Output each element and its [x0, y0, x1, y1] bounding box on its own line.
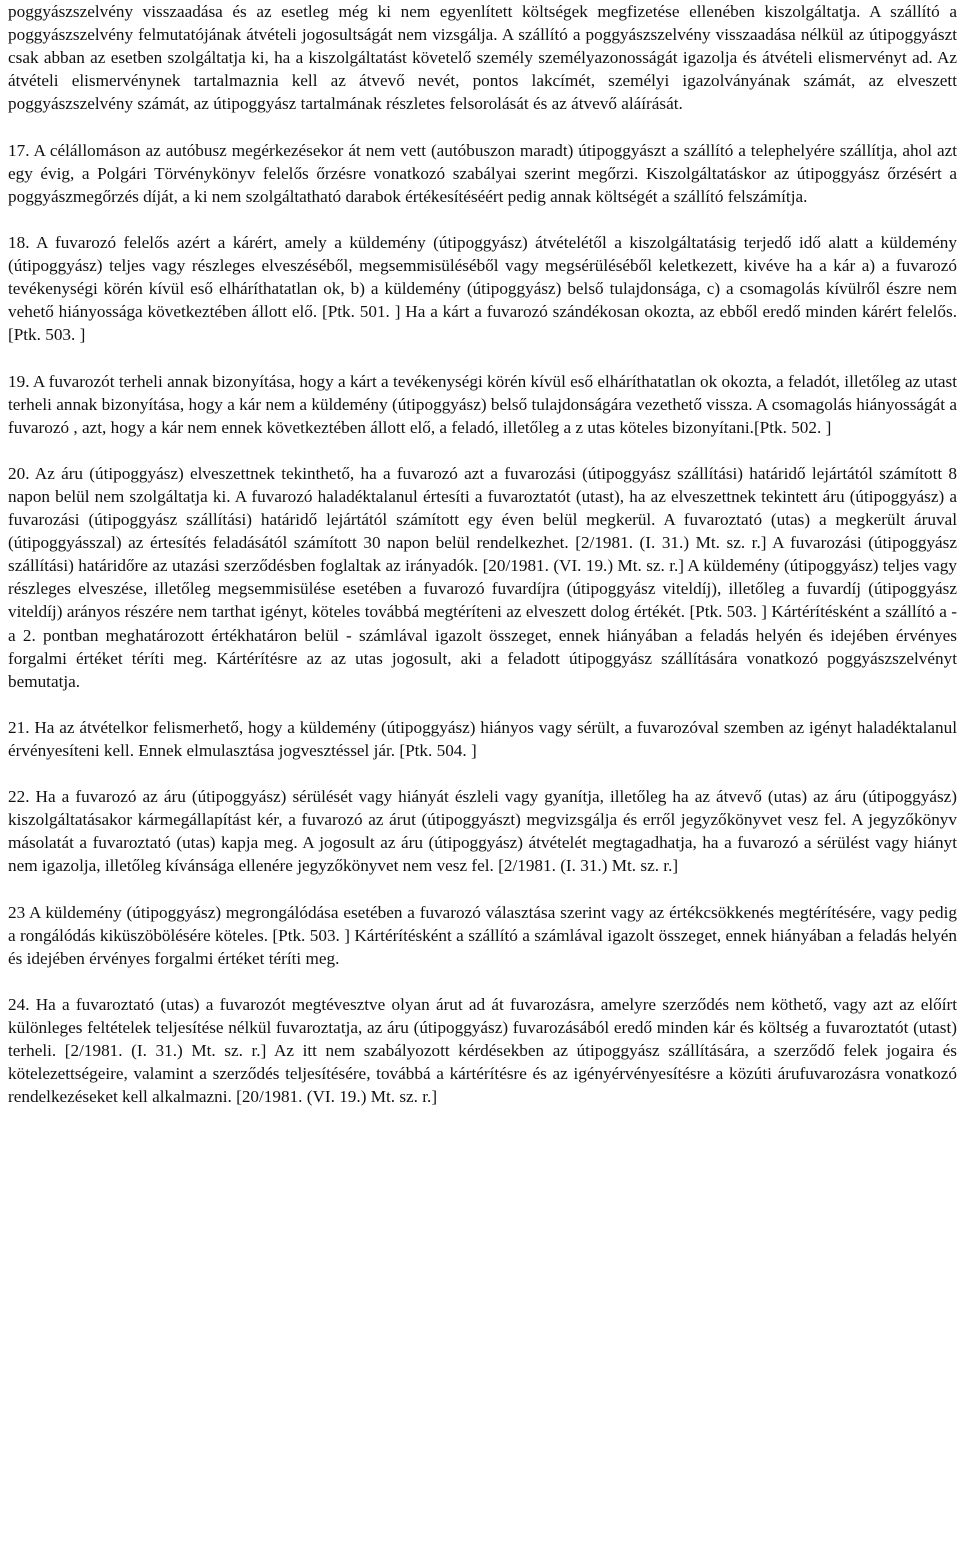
- paragraph-17: 17. A célállomáson az autóbusz megérkezésekor át nem vett (autóbuszon maradt) útipoggyászt a szállító a telephelyére szállítja, ahol azt egy évig, a Polgári Törvénykönyv felelős őrzésre vonatkozó szabályai szerint megőrzi. Kiszolgáltatáskor az útipoggyász őrzésért a poggyászmegőrzés díját, a ki nem szolgáltatható darabok értékesítéséért pedig annak költségét a szállító felszámítja.: [8, 140, 957, 206]
- paragraph-18: 18. A fuvarozó felelős azért a kárért, amely a küldemény (útipoggyász) átvételétől a kiszolgáltatásig terjedő idő alatt a küldemény (útipoggyász) teljes vagy részleges elveszéséből, megsemmisüléséből vagy megsérüléséből keletkezett, kivéve ha a kár a) a fuvarozó tevékenységi körén kívül eső elháríthatatlan ok, b) a küldemény (útipoggyász) belső tulajdonsága, c) a csomagolás kívülről észre nem vehető hiányossága következtében állott elő. [Ptk. 501. ] Ha a kárt a fuvarozó szándékosan okozta, az ebből eredő minden kárért felelős. [Ptk. 503. ]: [8, 232, 957, 345]
- paragraph-19: 19. A fuvarozót terheli annak bizonyítása, hogy a kárt a tevékenységi körén kívül eső elháríthatatlan ok okozta, a feladót, illetőleg az utast terheli annak bizonyítása, hogy a kár nem a küldemény (útipoggyász) belső tulajdonságára vezethető vissza. A csomagolás hiányosságát a fuvarozó , azt, hogy a kár nem ennek következtében állott elő, a feladó, illetőleg a z utas köteles bizonyítani.[Ptk. 502. ]: [8, 371, 957, 437]
- paragraph-continuation: poggyászszelvény visszaadása és az esetleg még ki nem egyenlített költségek megfizetése ellenében kiszolgáltatja. A szállító a poggyászszelvény felmutatójának átvételi jogosultságát nem vizsgálja. A szállító a poggyászszelvény visszaadása nélkül az útipoggyászt csak abban az esetben szolgáltatja ki, ha a kiszolgáltatást követelő személy személyazonosságát igazolja és átvételi elismervényt ad. Az átvételi elismervénynek tartalmaznia kell az átvevő nevét, pontos lakcímét, személyi igazolványának számát, az elveszett poggyászszelvény számát, az útipoggyász tartalmának részletes felsorolását és az átvevő aláírását.: [8, 2, 957, 114]
- paragraph-24: 24. Ha a fuvaroztató (utas) a fuvarozót megtévesztve olyan árut ad át fuvarozásra, amelyre szerződés nem köthető, vagy azt az előírt különleges feltételek teljesítése nélkül fuvaroztatja, az áru (útipoggyász) fuvarozásából eredő minden kár és költség a fuvaroztatót (utast) terheli. [2/1981. (I. 31.) Mt. sz. r.] Az itt nem szabályozott kérdésekben az útipoggyász szállítására, a szerződő felek jogaira és kötelezettségeire, valamint a szerződés teljesítésére, továbbá a kártérítésre és az igényérvényesítésre a közúti árufuvarozásra vonatkozó rendelkezéseket kell alkalmazni. [20/1981. (VI. 19.) Mt. sz. r.]: [8, 995, 957, 1107]
- paragraph-22: 22. Ha a fuvarozó az áru (útipoggyász) sérülését vagy hiányát észleli vagy gyanítja, illetőleg ha az átvevő (utas) az áru (útipoggyász) kiszolgáltatásakor kármegállapítást kér, a fuvarozó az árut (útipoggyászt) megvizsgálja és erről jegyzőkönyvet vesz fel. A jegyzőkönyv másolatát a fuvaroztató (utas) kapja meg. A jogosult az áru (útipoggyász) átvételét megtagadhatja, ha a fuvarozó a sérülést vagy hiányt nem igazolja, illetőleg kívánsága ellenére jegyzőkönyvet nem vesz fel. [2/1981. (I. 31.) Mt. sz. r.]: [8, 787, 957, 876]
- document-page: [8, 0, 957, 1109]
- paragraph-23: 23 A küldemény (útipoggyász) megrongálódása esetében a fuvarozó választása szerint vagy az értékcsökkenés megtérítésére, vagy pedig a rongálódás kiküszöbölésére köteles. [Ptk. 503. ] Kártérítésként a szállító a számlával igazolt összeget, ennek hiányában a feladás helyén és idejében érvényes forgalmi értéket téríti meg.: [8, 902, 957, 968]
- paragraph-20: 20. Az áru (útipoggyász) elveszettnek tekinthető, ha a fuvarozó azt a fuvarozási (útipoggyász szállítási) határidő lejártától számított 8 napon belül nem szolgáltatja ki. A fuvarozó haladéktalanul értesíti a fuvaroztatót (utast), ha az elveszettnek tekintett áru (útipoggyász) a fuvarozási (útipoggyász szállítási) határidő lejártától számított egy éven belül megkerül. A fuvaroztató (utas) a megkerült áruval (útipoggyásszal) az értesítés feladásától számított 30 napon belül rendelkezhet. [2/1981. (I. 31.) Mt. sz. r.] A fuvarozási (útipoggyász szállítási) határidőre az utazási szerződésben foglaltak az irányadók. [20/1981. (VI. 19.) Mt. sz. r.] A küldemény (útipoggyász) teljes vagy részleges elveszése, illetőleg megsemmisülése esetében a fuvarozó fuvardíjra (útipoggyász viteldíj), illetőleg a fuvardíj (útipoggyász viteldíj) arányos részére nem tarthat igényt, köteles továbbá megtéríteni az elveszett dolog értékét. [Ptk. 503. ] Kártérítésként a szállító a - a 2. pontban meghatározott értékhatáron belül - számlával igazolt összeget, ennek hiányában a feladás helyén és idejében érvényes forgalmi értéket téríti meg. Kártérítésre az az utas jogosult, aki a feladott útipoggyász szállítására vonatkozó poggyászszelvényt bemutatja.: [8, 463, 957, 691]
- paragraph-21: 21. Ha az átvételkor felismerhető, hogy a küldemény (útipoggyász) hiányos vagy sérült, a fuvarozóval szemben az igényt haladéktalanul érvényesíteni kell. Ennek elmulasztása jogvesztéssel jár. [Ptk. 504. ]: [8, 717, 957, 760]
